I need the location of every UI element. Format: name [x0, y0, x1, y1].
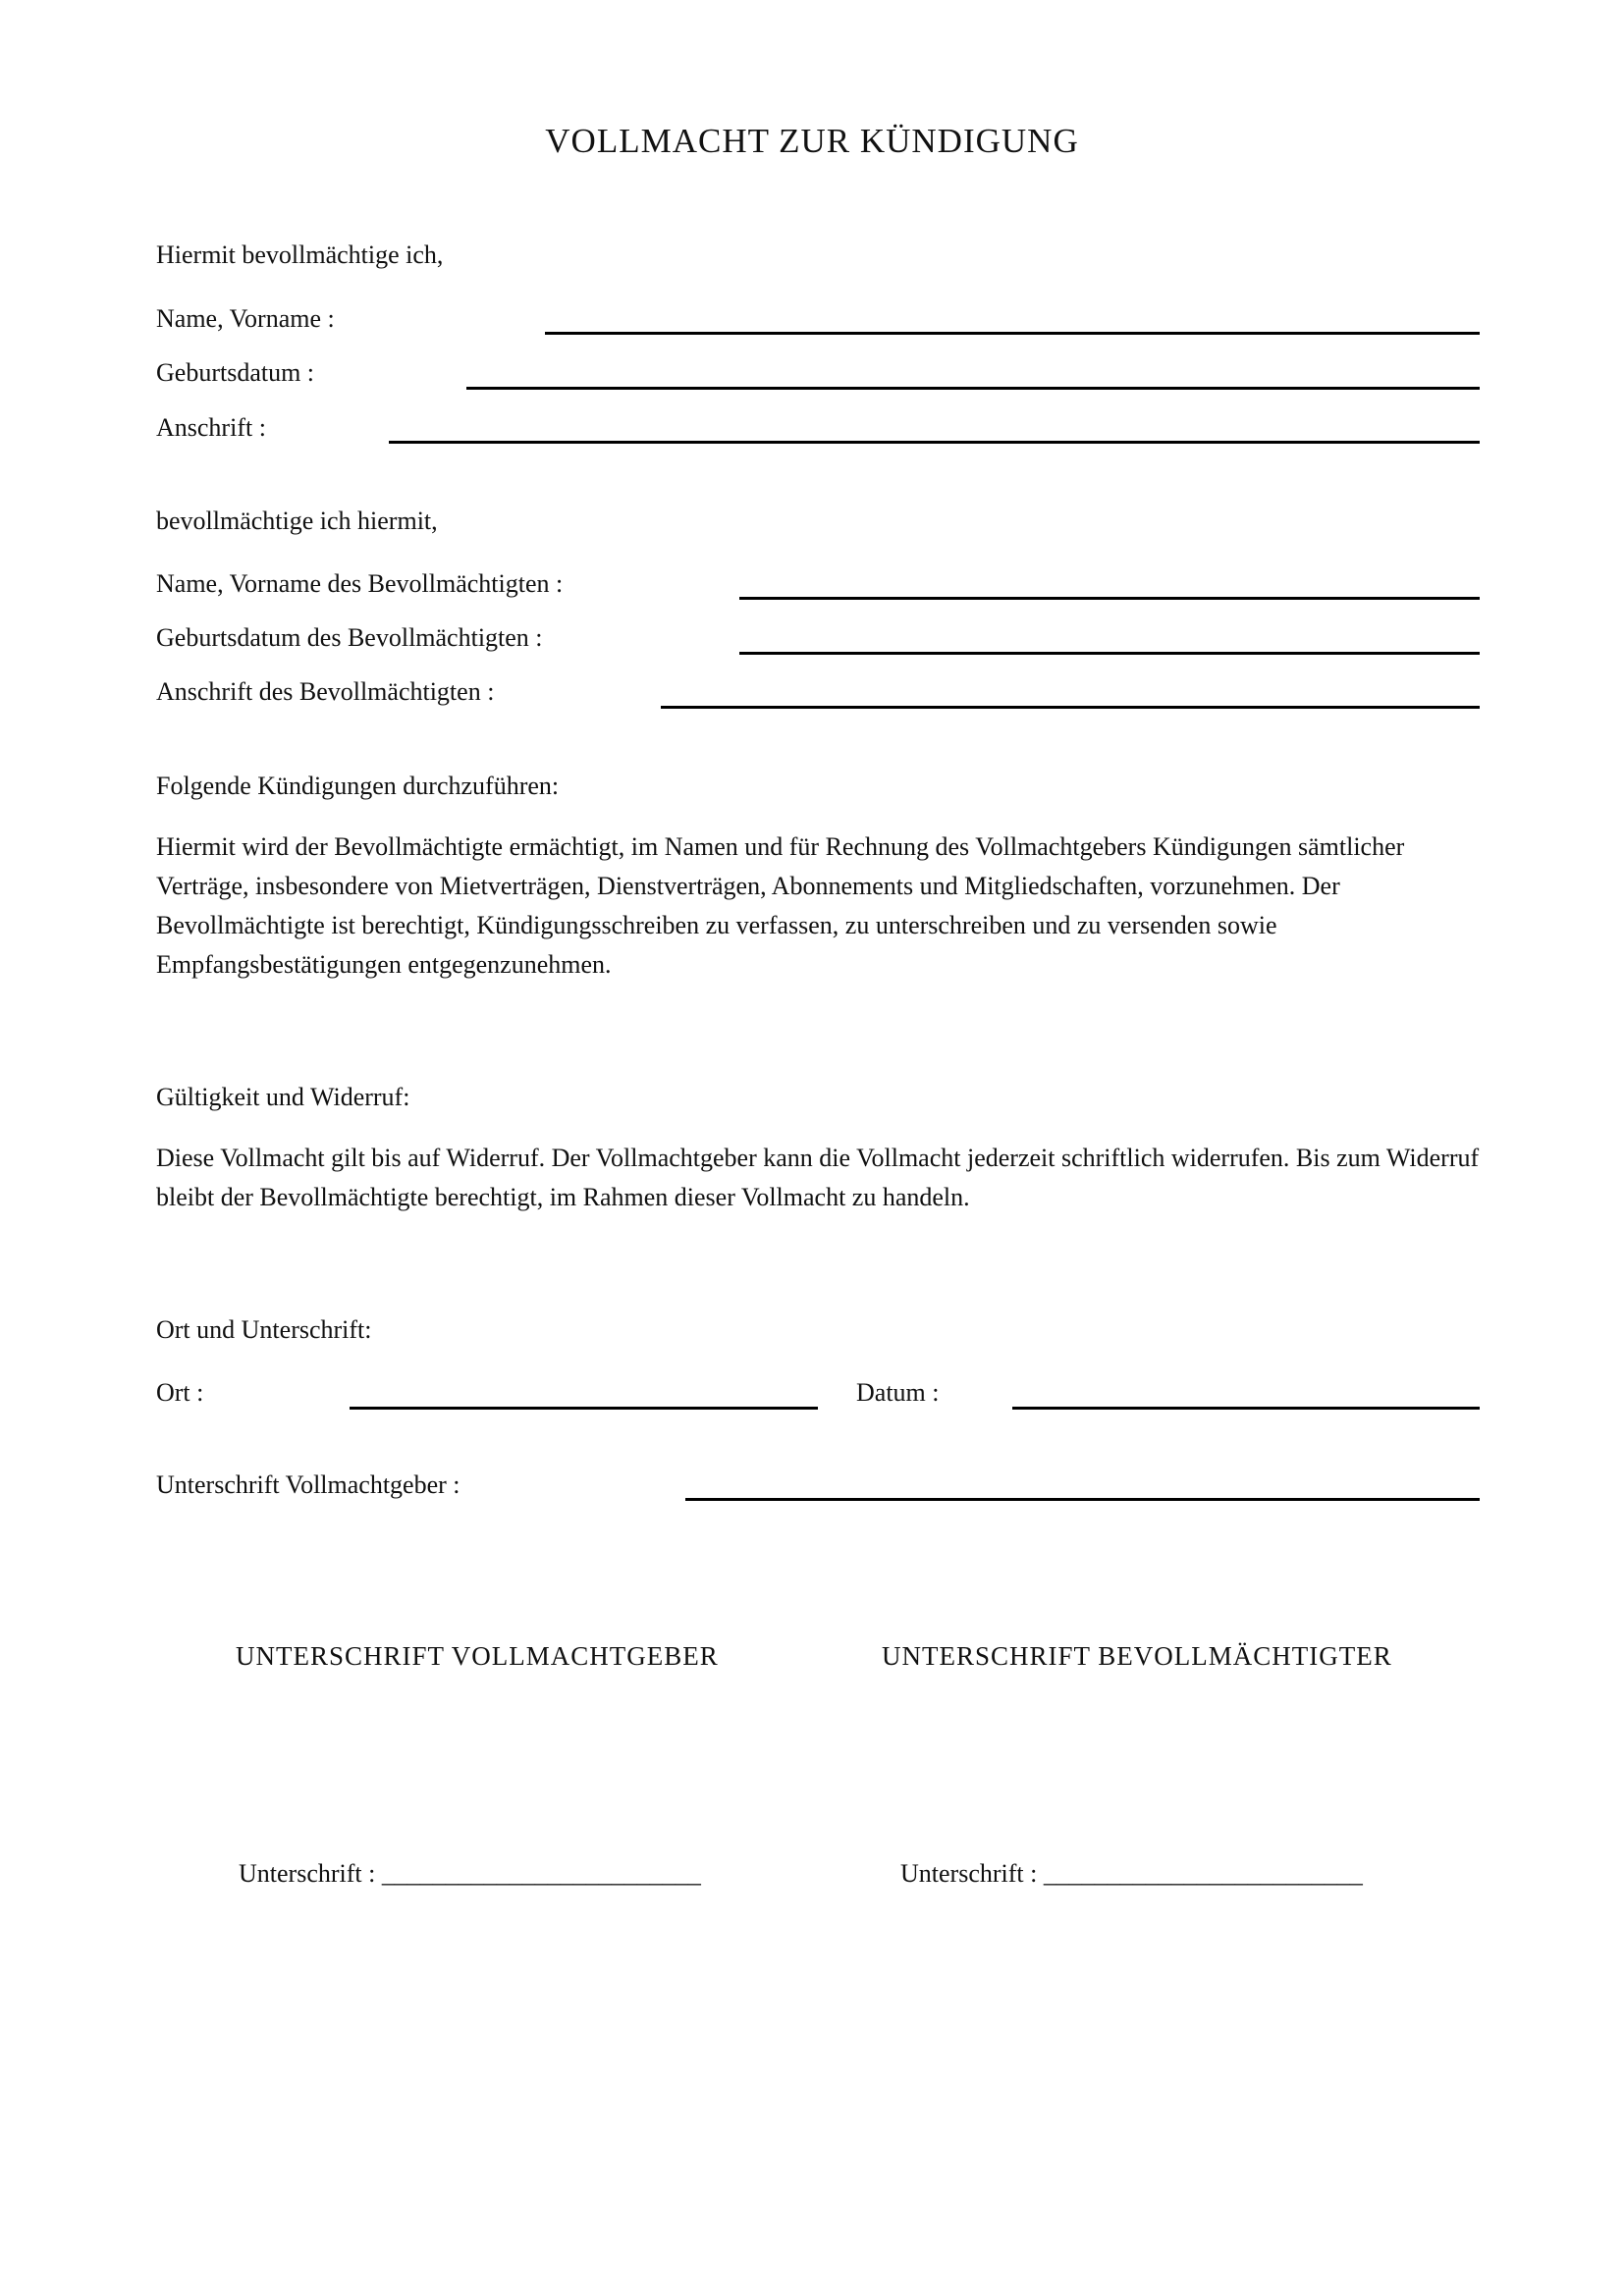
grantor-name-label: Name, Vorname : [156, 304, 335, 333]
grantor-signature-field[interactable] [685, 1498, 1480, 1501]
grantor-address-label: Anschrift : [156, 413, 266, 442]
grantor-signature-label: Unterschrift Vollmachtgeber : [156, 1470, 460, 1499]
signing-heading: Ort und Unterschrift: [156, 1315, 372, 1344]
agent-name-label: Name, Vorname des Bevollmächtigten : [156, 569, 564, 598]
place-field[interactable] [350, 1407, 818, 1410]
scope-heading: Folgende Kündigungen durchzuführen: [156, 772, 560, 800]
signature-block-grantor-heading: UNTERSCHRIFT VOLLMACHTGEBER [236, 1641, 719, 1671]
signature-block-agent-line[interactable]: Unterschrift : _________________________ [900, 1859, 1363, 1888]
date-label: Datum : [856, 1378, 940, 1407]
date-field[interactable] [1012, 1407, 1480, 1410]
grantor-name-field[interactable] [545, 332, 1480, 335]
agent-birthdate-field[interactable] [739, 652, 1480, 655]
agent-address-label: Anschrift des Bevollmächtigten : [156, 677, 495, 706]
signature-block-agent-heading: UNTERSCHRIFT BEVOLLMÄCHTIGTER [882, 1641, 1392, 1671]
signature-block-grantor-line[interactable]: Unterschrift : _________________________ [239, 1859, 701, 1888]
grantor-birthdate-field[interactable] [466, 387, 1480, 390]
page-title: VOLLMACHT ZUR KÜNDIGUNG [545, 122, 1079, 160]
grantor-intro: Hiermit bevollmächtige ich, [156, 240, 444, 269]
validity-heading: Gültigkeit und Widerruf: [156, 1083, 410, 1111]
scope-text: Hiermit wird der Bevollmächtigte ermächtigt, im Namen und für Rechnung des Vollmachtgebers Kündigungen sämtlicher Verträge, insbesondere von Mietverträgen, Dienstverträgen, Abonnements und Mitgliedschaften, vorzunehmen. Der Bevollmächtigte ist berechtigt, Kündigungsschreiben zu verfassen, zu unterschreiben und zu versenden sowie Empfangsbestätigungen entgegenzunehmen. [156, 832, 1405, 979]
agent-birthdate-label: Geburtsdatum des Bevollmächtigten : [156, 623, 543, 652]
agent-name-field[interactable] [739, 597, 1480, 600]
place-label: Ort : [156, 1378, 204, 1407]
agent-intro: bevollmächtige ich hiermit, [156, 507, 438, 535]
grantor-address-field[interactable] [389, 441, 1480, 444]
validity-text: Diese Vollmacht gilt bis auf Widerruf. Der Vollmachtgeber kann die Vollmacht jederzeit schriftlich widerrufen. Bis zum Widerruf bleibt der Bevollmächtigte berechtigt, im Rahmen dieser Vollmacht zu handeln. [156, 1144, 1480, 1211]
grantor-birthdate-label: Geburtsdatum : [156, 358, 315, 387]
agent-address-field[interactable] [661, 706, 1480, 709]
